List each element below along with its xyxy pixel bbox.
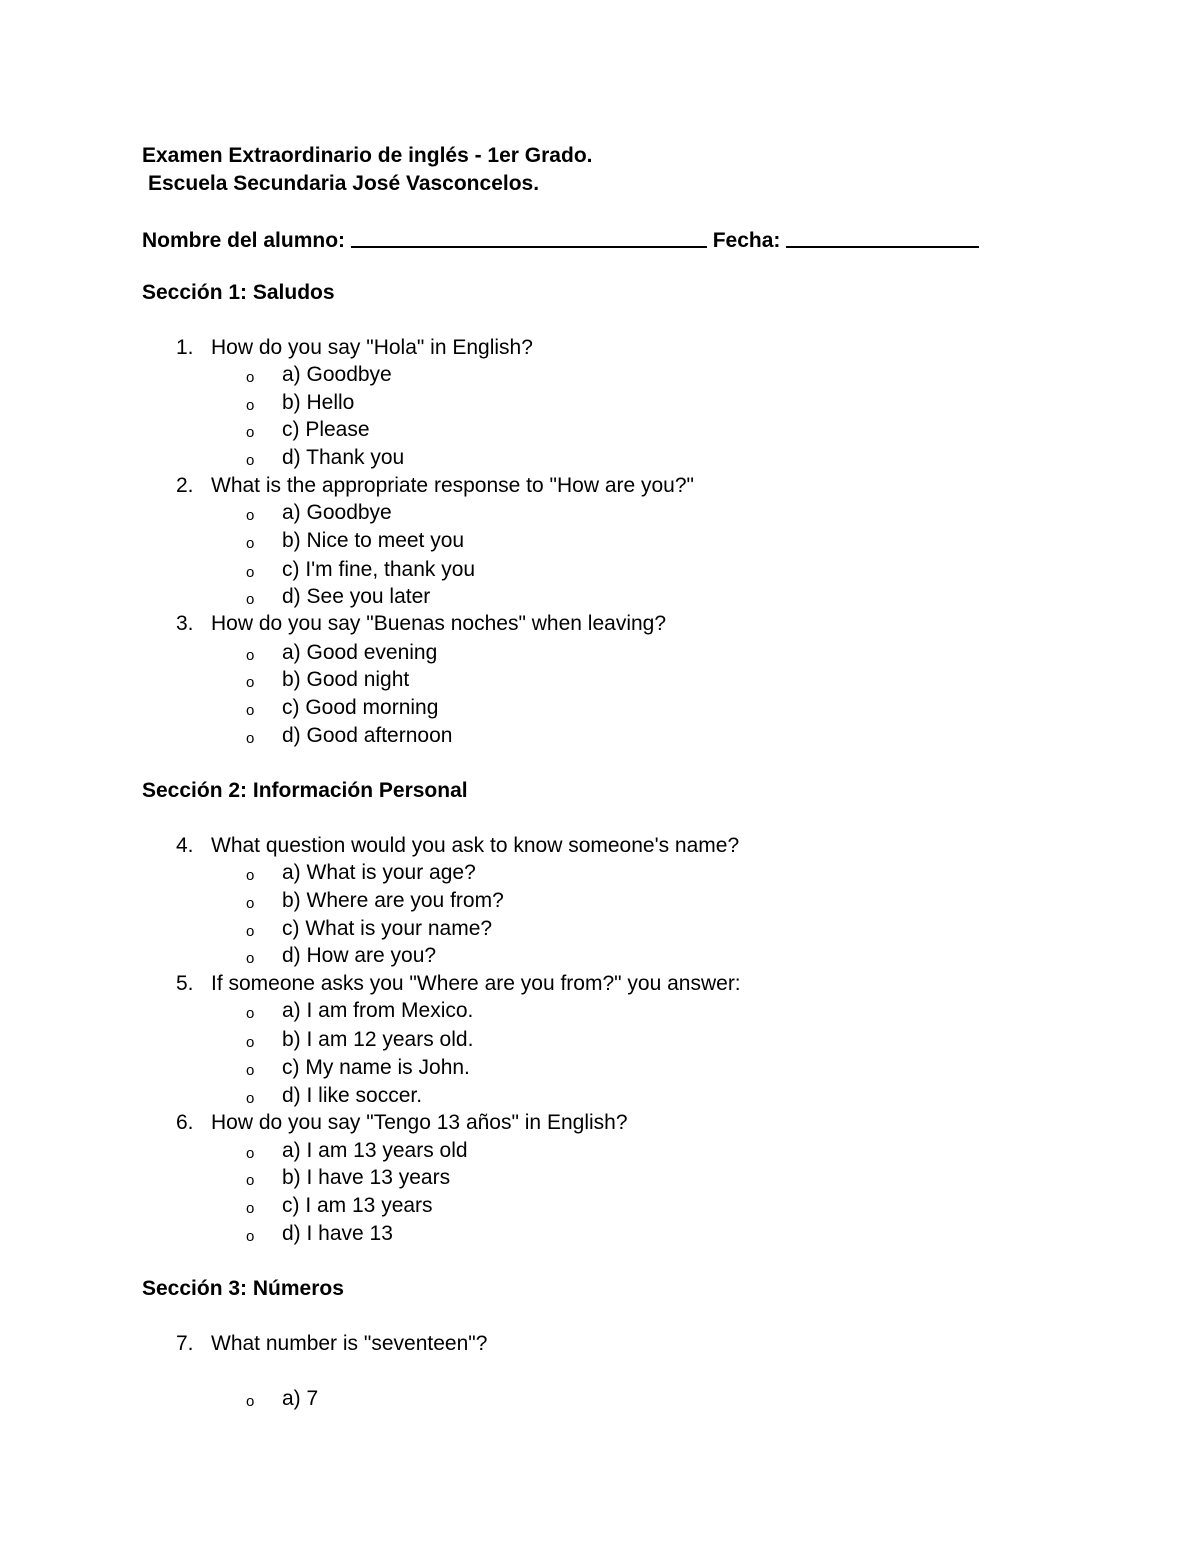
name-date-line	[142, 225, 979, 254]
option	[246, 584, 430, 612]
option	[246, 390, 354, 418]
option	[246, 943, 436, 971]
bullet-icon: o	[246, 950, 255, 967]
option-text: c) Good morning	[282, 696, 439, 719]
option	[246, 1386, 318, 1414]
option-text: b) Nice to meet you	[282, 529, 465, 552]
option-text: b) I have 13 years	[282, 1166, 451, 1189]
bullet-icon: o	[246, 1090, 255, 1107]
question-text: How do you say "Tengo 13 años" in English?	[211, 1111, 628, 1134]
option-text: b) Good night	[282, 668, 410, 691]
bullet-icon: o	[246, 1393, 255, 1410]
option-text: b) Where are you from?	[282, 889, 504, 912]
option-text: d) How are you?	[282, 944, 437, 967]
option	[246, 888, 504, 916]
question-text: What number is "seventeen"?	[211, 1332, 488, 1355]
question-text: What is the appropriate response to "How are you?"	[211, 474, 694, 497]
exam-title: Examen Extraordinario de inglés - 1er Grado.	[142, 144, 593, 167]
bullet-icon: o	[246, 1228, 255, 1245]
question	[176, 971, 741, 997]
option	[246, 1221, 393, 1249]
option	[246, 695, 438, 723]
question-number: 2.	[176, 474, 194, 497]
question-text: How do you say "Buenas noches" when leaving?	[211, 612, 667, 635]
question-number: 5.	[176, 972, 194, 995]
option-text: c) Please	[282, 418, 370, 441]
question	[176, 1331, 487, 1357]
date-label: Fecha:	[712, 229, 781, 252]
option	[246, 640, 437, 668]
bullet-icon: o	[246, 564, 255, 581]
option-text: a) 7	[282, 1387, 319, 1410]
option	[246, 445, 404, 473]
school-name: Escuela Secundaria José Vasconcelos.	[148, 172, 540, 195]
option-text: d) Thank you	[282, 446, 405, 469]
option	[246, 417, 370, 445]
bullet-icon: o	[246, 507, 255, 524]
bullet-icon: o	[246, 369, 255, 386]
bullet-icon: o	[246, 730, 255, 747]
option-text: b) I am 12 years old.	[282, 1028, 474, 1051]
option	[246, 723, 452, 751]
question-number: 3.	[176, 612, 194, 635]
option	[246, 528, 464, 556]
option	[246, 998, 473, 1026]
bullet-icon: o	[246, 895, 255, 912]
option-text: c) My name is John.	[282, 1056, 470, 1079]
option	[246, 1138, 468, 1166]
option-text: c) I am 13 years	[282, 1194, 433, 1217]
option-text: d) I have 13	[282, 1222, 393, 1245]
option	[246, 667, 409, 695]
question-text: What question would you ask to know someone's name?	[211, 834, 740, 857]
bullet-icon: o	[246, 1034, 255, 1051]
option	[246, 1055, 470, 1083]
option-text: a) What is your age?	[282, 861, 476, 884]
question-text: How do you say "Hola" in English?	[211, 336, 533, 359]
bullet-icon: o	[246, 674, 255, 691]
bullet-icon: o	[246, 1172, 255, 1189]
option-text: a) I am from Mexico.	[282, 999, 474, 1022]
name-label: Nombre del alumno:	[142, 229, 346, 252]
option	[246, 362, 392, 390]
bullet-icon: o	[246, 397, 255, 414]
option-text: a) Goodbye	[282, 501, 392, 524]
option	[246, 860, 476, 888]
bullet-icon: o	[246, 591, 255, 608]
option	[246, 1193, 433, 1221]
bullet-icon: o	[246, 1062, 255, 1079]
question	[176, 833, 739, 859]
bullet-icon: o	[246, 702, 255, 719]
option-text: a) I am 13 years old	[282, 1139, 468, 1162]
option-text: b) Hello	[282, 391, 355, 414]
option-text: a) Goodbye	[282, 363, 392, 386]
option	[246, 1027, 473, 1055]
bullet-icon: o	[246, 452, 255, 469]
question	[176, 335, 533, 361]
question-number: 7.	[176, 1332, 194, 1355]
option	[246, 916, 492, 944]
section-title: Sección 2: Información Personal	[142, 779, 468, 802]
option	[246, 1165, 450, 1193]
bullet-icon: o	[246, 1145, 255, 1162]
bullet-icon: o	[246, 647, 255, 664]
option-text: d) Good afternoon	[282, 724, 453, 747]
question-number: 6.	[176, 1111, 194, 1134]
name-blank	[351, 226, 707, 248]
date-blank	[786, 226, 979, 248]
option	[246, 557, 475, 585]
question	[176, 473, 694, 499]
bullet-icon: o	[246, 535, 255, 552]
section-title: Sección 1: Saludos	[142, 281, 335, 304]
option	[246, 1083, 422, 1111]
option	[246, 500, 392, 528]
question-text: If someone asks you "Where are you from?" you answer:	[211, 972, 741, 995]
option-text: c) I'm fine, thank you	[282, 558, 476, 581]
bullet-icon: o	[246, 1005, 255, 1022]
option-text: a) Good evening	[282, 641, 438, 664]
bullet-icon: o	[246, 424, 255, 441]
question-number: 1.	[176, 336, 194, 359]
question	[176, 1110, 628, 1136]
option-text: c) What is your name?	[282, 917, 493, 940]
bullet-icon: o	[246, 1200, 255, 1217]
option-text: d) I like soccer.	[282, 1084, 423, 1107]
question-number: 4.	[176, 834, 194, 857]
option-text: d) See you later	[282, 585, 431, 608]
bullet-icon: o	[246, 923, 255, 940]
bullet-icon: o	[246, 867, 255, 884]
section-title: Sección 3: Números	[142, 1277, 344, 1300]
question	[176, 611, 666, 637]
